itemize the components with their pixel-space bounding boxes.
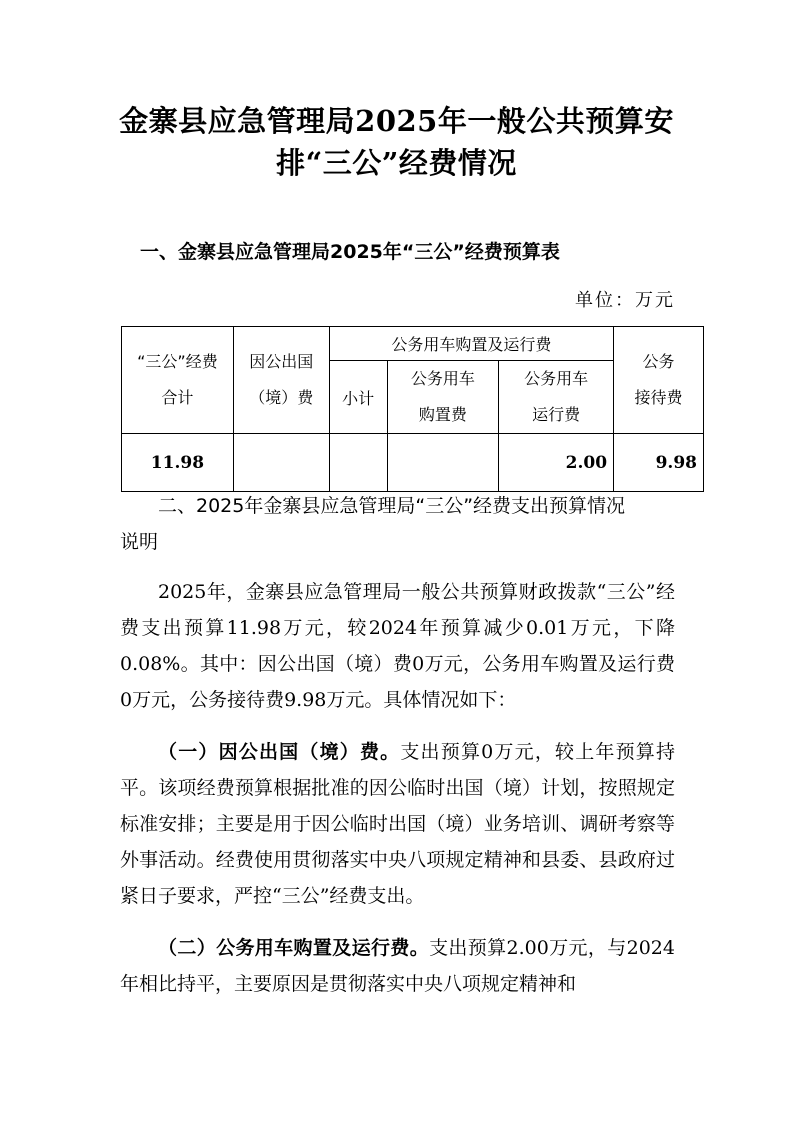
value-reception: 9.98: [614, 434, 704, 492]
paragraph-summary: 2025年，金寨县应急管理局一般公共预算财政拨款“三公”经费支出预算11.98万元，较2024年预算减少0.01万元，下降0.08%。其中：因公出国（境）费0万元，公务用车购置及运行费0万元，公务接待费9.98万元。具体情况如下：: [120, 581, 675, 711]
header-total: [122, 327, 234, 434]
header-total-line1: “三公”经费: [137, 352, 218, 371]
header-reception-line2: 接待费: [634, 388, 683, 407]
paragraph-vehicle-body: 支出预算2.00万元，与2024年相比持平，主要原因是贯彻落实中央八项规定精神和: [120, 937, 675, 995]
section2-heading: [120, 488, 675, 560]
header-vehicle: 公务用车购置及运行费: [329, 327, 613, 361]
value-subtotal: [329, 434, 387, 492]
section2-heading-line2: 说明: [120, 531, 159, 553]
paragraph-abroad: [120, 734, 675, 914]
header-total-line2: 合计: [161, 388, 194, 407]
value-total: 11.98: [122, 434, 234, 492]
paragraph-abroad-body: 支出预算0万元，较上年预算持平。该项经费预算根据批准的因公临时出国（境）计划，按照规定标准安排；主要是用于因公临时出国（境）业务培训、调研考察等外事活动。经费使用贯彻落实中央八项规定精神和县委、县政府过紧日子要求，严控“三公”经费支出。: [120, 741, 675, 907]
header-reception: [614, 327, 704, 434]
header-operation-line1: 公务用车: [524, 369, 589, 388]
unit-label: 单位：万元: [575, 290, 675, 311]
header-abroad-line1: 因公出国: [249, 352, 314, 371]
header-purchase-line1: 公务用车: [410, 369, 475, 388]
header-abroad: [233, 327, 329, 434]
value-abroad: [233, 434, 329, 492]
header-subtotal: 小计: [329, 361, 387, 434]
section1-heading: 一、金寨县应急管理局2025年“三公”经费预算表: [140, 241, 560, 263]
value-purchase: [387, 434, 499, 492]
document-title: [100, 100, 693, 184]
paragraph-vehicle: [120, 930, 675, 1002]
paragraph-vehicle-lead: （二）公务用车购置及运行费。: [158, 937, 430, 959]
header-purchase: [387, 361, 499, 434]
budget-table: [121, 326, 704, 492]
header-reception-line1: 公务: [642, 352, 675, 371]
value-operation: 2.00: [499, 434, 614, 492]
header-operation-line2: 运行费: [532, 405, 581, 424]
title-line-1: 金寨县应急管理局2025年一般公共预算安: [119, 104, 674, 138]
paragraph-abroad-lead: （一）因公出国（境）费。: [158, 741, 401, 763]
header-abroad-line2: （境）费: [249, 388, 314, 407]
header-operation: [499, 361, 614, 434]
title-line-2: 排“三公”经费情况: [276, 146, 517, 180]
header-purchase-line2: 购置费: [418, 405, 467, 424]
section2-heading-line1: 二、2025年金寨县应急管理局“三公”经费支出预算情况: [158, 495, 626, 517]
